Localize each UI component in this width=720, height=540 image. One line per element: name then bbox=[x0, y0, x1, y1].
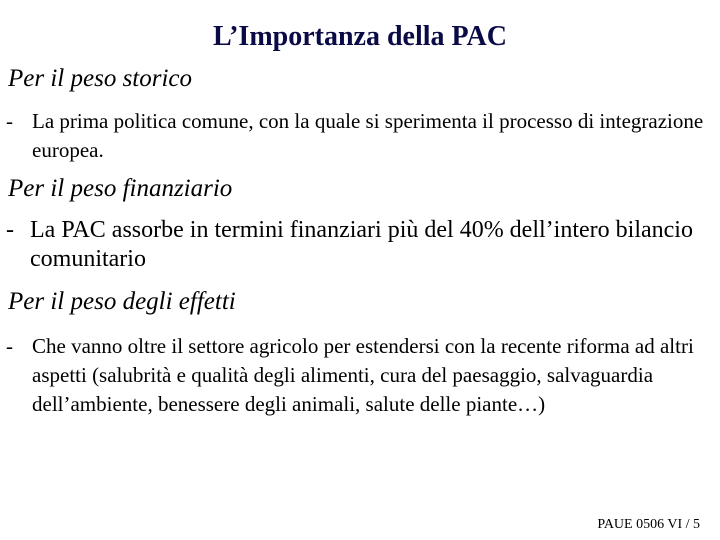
slide-footer: PAUE 0506 VI / 5 bbox=[597, 517, 700, 532]
bullet-marker: - bbox=[6, 109, 13, 133]
bullet-text-financial: La PAC assorbe in termini finanziari più del 40% dell’intero bilancio comunitario bbox=[30, 217, 693, 272]
bullet-effects bbox=[6, 332, 712, 419]
bullet-financial bbox=[6, 216, 712, 274]
bullet-text-effects: Che vanno oltre il settore agricolo per estendersi con la recente riforma ad altri aspetti (salubrità e qualità degli alimenti, cura del paesaggio, salvaguardia dell’ambiente, benessere degli animali, salute delle piante…) bbox=[32, 334, 694, 416]
section-heading-historical: Per il peso storico bbox=[8, 65, 193, 92]
section-heading-financial: Per il peso finanziario bbox=[8, 175, 233, 202]
bullet-historical bbox=[6, 107, 712, 165]
section-heading-effects: Per il peso degli effetti bbox=[8, 288, 236, 315]
bullet-text-historical: La prima politica comune, con la quale si sperimenta il processo di integrazione europea. bbox=[32, 109, 704, 162]
bullet-marker: - bbox=[6, 334, 13, 358]
slide-title: L’Importanza della PAC bbox=[213, 21, 507, 52]
bullet-marker: - bbox=[6, 217, 14, 243]
